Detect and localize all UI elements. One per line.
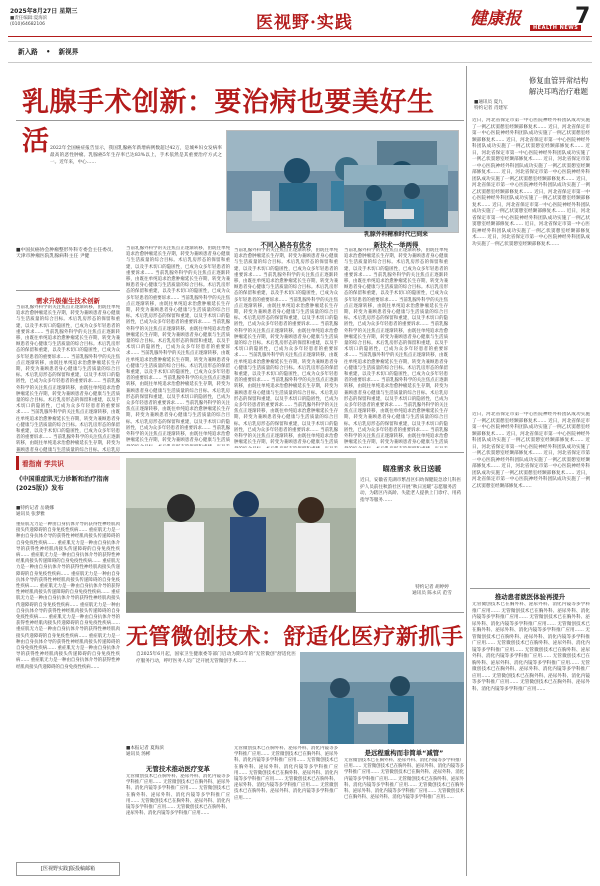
guide-banner-text: 看指南 学共识 [22,460,64,468]
article-column [126,774,230,874]
column-text: 近日，河北省保定市第一中心医院神经外科团队成功实施了一例乙状窦憩室经颞部修复术…… [472,176,590,195]
column-text: 无管微创技术已在胸外科、泌尿外科、消化内镜等多学科推广应用…… [234,770,338,783]
column-text: 近日，河北省保定市第一中心医院神经外科团队成功实施了一例乙状窦憩室经颞部修复术…… [472,137,590,149]
column-text: 无管微创技术已在胸外科、泌尿外科、消化内镜等多学科推广应用…… [472,602,590,614]
column-text: 近日，河北省保定市第一中心医院神经外科团队成功实施了一例乙状窦憩室经颞部修复术…… [472,222,590,240]
column-text: 重症肌无力是一种由自身抗体介导的获得性神经肌肉接头传递障碍的自身免疫性疾病…… [16,540,120,559]
issue-phone: (010)64682106 [10,22,46,27]
column-text: 重症肌无力是一种由自身抗体介导的获得性神经肌肉接头传递障碍的自身免疫性疾病…… [16,590,120,608]
column-text: 当前乳腺外科学的关注焦点正逐渐转移，由既往单纯追求治愈肿瘤延长生存期，转变为兼顾患者身心健康与生活质量的综合目标。术后乳房形态的保留和重建，以及手术切口的隐匿性，已成为众多年轻患者的重要诉求…… [126,320,230,357]
column-text: 无管微创技术已在胸外科、泌尿外科、消化内镜等多学科推广应用…… [234,752,338,764]
page-number: 7 [575,4,591,29]
column-text: 无管微创技术已在胸外科、泌尿外科、消化内镜等多学科推广应用…… [472,615,590,627]
column-text: 当前乳腺外科学的关注焦点正逐渐转移，由既往单纯追求治愈肿瘤延长生存期，转变为兼顾患者身心健康与生活质量的综合目标。术后乳房形态的保留和重建，以及手术切口的隐匿性，已成为众多年轻患者的重要诉求…… [344,378,448,409]
column-text: 当前乳腺外科学的关注焦点正逐渐转移，由既往单纯追求治愈肿瘤延长生存期，转变为兼顾患者身心健康与生活质量的综合目标。术后乳房形态的保留和重建，以及手术切口的隐匿性，已成为众多年轻患者的重要诉求…… [16,305,120,335]
tagline-line: 解决耳鸣治疗难题 [528,87,588,96]
tag-item: 新视界 [58,48,79,56]
column-text: 无管微创技术已在胸外科、泌尿外科、消化内镜等多学科推广应用…… [344,776,464,788]
column-text: 当前乳腺外科学的关注焦点正逐渐转移，由既往单纯追求治愈肿瘤延长生存期，转变为兼顾患者身心健康与生活质 [234,427,338,446]
column-text: 重症肌无力是一种由自身抗体介导的获得性神经肌肉接头传递障碍的自身免疫性疾病…… [16,559,120,577]
column-text: 无管微创技术已在胸外科、泌尿外科、消化内镜等多学科推广应用…… [472,660,590,679]
subheading: 无管技术推动医疗变革 [146,765,210,773]
subheading: 需求升级催生技术创新 [36,297,100,305]
column-text: 无管微创技术已在胸外科、泌尿外科、消化内镜等多学科推广应用…… [472,654,590,666]
column-text: 近日，河北省保定市第一中心医院神经外科团队成功实施了一例乙状窦憩室经颞部修复术…… [472,157,590,175]
brand-logo: 健康报 [470,9,521,29]
column-text: 重症肌无力是一种由自身抗体介导的获得性神经肌肉接头传递障碍的自身免疫性疾病…… [16,553,120,565]
warm-byline [392,585,472,597]
second-byline [126,746,230,759]
column-text: 当前乳腺外科学的关注焦点正逐渐转移，由既往单纯追求治愈肿瘤延长生存期，转变为兼顾患者身心健康与生活质量的综合目标。术后乳房形态的保留和重建，以及手术切口的隐匿性，已成为众多年轻患者的重要诉求…… [126,376,230,407]
article-column [344,248,448,448]
column-text: 重症肌无力是一种由自身抗体介导的获得性神经肌肉接头传递障碍的自身免疫性疾病…… [16,627,120,639]
column-text: 当前乳腺外科学的关注焦点正逐渐转移，由既往单纯追求治愈肿瘤延长生存期，转变为兼顾患者身心健康与生活质 [344,427,448,446]
column-text: 无管微创技术已在胸外科、泌尿外科、消化内镜等多学科推广应用…… [472,608,590,620]
column-text: 重症肌无力是一种由自身抗体介导的获得性神经肌肉接头传递障碍的自身免疫性疾病…… [16,615,120,627]
divider [126,612,464,613]
column-text: 无管微创技术已在胸外科、泌尿外科、消化内镜等多学科推广应用…… [472,628,590,646]
column-text: 当前乳腺外科学的关注焦点正逐渐转移，由既往单纯追求治愈肿瘤延长生存期，转变为兼顾患者身心健康与生活质量的综合目标。术后乳房形态的保留和重建，以及手术切口的隐匿性，已成为众多年轻患者的重要诉求…… [126,295,230,326]
column-text: 近日，河北省保定市第一中心医院神经外科团队成功实施了一例乙状窦憩室经颞部修复术…… [472,202,590,214]
column-text: 无管微创技术已在胸外科、泌尿外科、消化内镜等多学科推广应用…… [126,805,230,817]
divider [16,290,120,291]
column-text: 当前乳腺外科学的关注焦点正逐渐转移，由既往单纯追求治愈肿瘤延长生存期，转变为兼顾患者身心健康与生活质量的综合目标。术后乳房形态的保留和重建，以及手术切口的隐匿性，已成为众多年轻患者的重要诉求…… [344,272,448,303]
column-text: 无管微创技术已在胸外科、泌尿外科、消化内镜等多学科推广应用…… [126,786,230,804]
column-text: 当前乳腺外科学的关注焦点正逐渐转移，由既往单纯追求治愈肿瘤延长生存期，转变为兼顾患者身心健康与生活质量的综合目标。术后乳房形态的保留和重建，以及手术切口的隐匿性，已成为众多年轻患者的重要诉求…… [344,353,448,384]
column-text: 重症肌无力是一种由自身抗体介导的获得性神经肌肉接头传递障碍的自身免疫性疾病…… [16,658,120,670]
column-text: 当前乳腺外科学的关注焦点正逐渐转移，由既往单纯追求治愈肿瘤延长生存期，转变为兼顾患者身心健康与生活质量的综合目标。术后乳房 [16,435,120,453]
divider [16,120,464,121]
photo-caption: 乳腺外科精准时代已到来 [364,232,428,238]
masthead-rule [8,36,592,37]
surgery-photo [344,165,448,227]
byline-line: 特约记者 肖建军 [474,106,508,112]
column-text: 重症肌无力是一种由自身抗体介导的获得性神经肌肉接头传递障碍的自身免疫性疾病…… [16,646,120,664]
article-column [344,758,464,874]
column-text: 重症肌无力是一种由自身抗体介导的获得性神经肌肉接头传递障碍的自身免疫性疾病…… [16,528,120,546]
column-text: 近日，河北省保定市第一中心医院神经外科团队成功实施了一例乙状窦憩室经颞部修复术…… [472,118,590,130]
right-article [472,412,590,582]
column-text: 当前乳腺外科学的关注焦点正逐渐转移，由既往单纯追求治愈肿瘤延长生存期，转变为兼顾患者身心健康与生活质量的综合目标。术后乳房形态的保留和重建，以及手术切口的隐匿性，已成为众多年轻患者的重要诉求…… [234,378,338,409]
article-column [126,246,230,446]
divider [466,66,467,876]
warm-text: 近日，安徽省芜湖市繁昌区妇幼保健院急诊儿科医护人员前往秋韵社区开展“秋日送暖”志愿服务活动，为辖区内高龄、失能老人提供上门诊疗、用药指导等服务…… [360,478,462,503]
column-text: 近日，河北省保定市第一中心医院神经外科团队成功实施了一例乙状窦憩室经颞部修复术…… [472,464,590,476]
column-text: 近日，河北省保定市第一中心医院神经外科团队成功实施了一例乙状窦憩室经颞部修复术…… [472,124,590,143]
byline-line: ■通讯员 夏九 [474,100,503,105]
right-article [472,118,590,408]
column-text: 近日，河北省保定市第一中心医院神经外科团队成功实施了一例乙状窦憩室经颞部修复术…… [472,431,590,443]
second-headline: 无管微创技术：舒适化医疗新抓手 [126,625,464,650]
column-text: 近日，河北省保定市第一中心医院神经外科团队成功实施了一例乙状窦憩室经颞部修复术…… [472,170,590,182]
column-text: 无管微创技术已在胸外科、泌尿外科、消化内镜等多学科推广应用…… [234,758,338,776]
divider [16,452,464,453]
column-text: 当前乳腺外科学的关注焦点正逐渐转移，由既往单纯追求治愈肿瘤延长生存期，转变为兼顾患者身心健康与生活质量的综合目标。术后乳房形态的保留和重建，以及手术切口的隐匿性，已成为众多年轻患者的重要诉求…… [16,379,120,416]
second-lead: 自2025年6月起，国家卫生健康委等部门启动为期3年的“无管微创”舒适化医疗服务行动，呼吁医务人员广泛开展无管微创手术…… [136,652,296,664]
column-text: 无管微创技术已在胸外科、泌尿外科、消化内镜等多学科推广应用…… [344,770,464,782]
column-text: 重症肌无力是一种由自身抗体介导的获得性神经肌肉接头传递障碍的自身免疫性疾病…… [16,602,120,621]
guide-title: 《中国重症肌无力诊断和治疗指南(2025版)》发布 [16,476,109,492]
divider [470,588,590,589]
community-service-photo [126,458,356,612]
byline-line: 特约记者 胡婷婷 [415,585,449,590]
tag-item: 新入路 [18,48,38,56]
issue-editor: ■责任编辑:夏海滨 [10,16,48,21]
column-text: 当前乳腺外科学的关注焦点正逐渐转移，由既往单纯追求治愈肿瘤延长生存期，转变为兼顾患者身心健康与生活质量的综合目标。术后乳房形态的保留和重建，以及手术切口的隐匿性，已成为众多年轻患者的重要诉求…… [234,403,338,433]
column-text: 无管微创技术已在胸外科、泌尿外科、消化内镜等多学科推广应用…… [472,647,590,659]
column-text: 当前乳腺外科学的关注焦点正逐渐转移，由既往单纯追求治愈肿瘤延长生存期，转变为兼顾患者身心健康与生活质量的综合目标。术后乳房形态的保留和重建，以及手术切口的隐匿性，已成为众多年轻患者的重要诉求…… [344,297,448,328]
tag-item: • [46,48,51,56]
submission-email-box: [医视野实践]版投稿邮箱 [16,862,120,876]
column-text: 无管微创技术已在胸外科、泌尿外科、消化内镜等多学科推广应用…… [234,783,338,801]
guide-text [16,522,120,856]
right-article [472,602,590,874]
subheading: 新技术一举两得 [373,241,419,249]
guide-byline [16,506,120,519]
byline-line: 通讯员 张梦雅 [16,512,46,518]
column-text: 近日，河北省保定市第一中心医院神经外科团队成功实施了一例乙状窦憩室经颞部修复术…… [472,235,590,247]
column-text: 当前乳腺外科学的关注焦点正逐渐转移，由既往单纯追求治愈肿瘤延长生存期，转变为兼顾患者身心健康与生活质量的综合目标。术后乳房形态的保留和重建，以及手术切口的隐匿性，已成为众多年轻患者的重要诉求…… [126,246,230,276]
subheading: 是远程重构而非简单“减管” [364,749,444,757]
column-text: 近日，河北省保定市第一中心医院神经外科团队成功实施了一例乙状窦憩室经颞部修复术…… [472,470,590,489]
column-text: 无管微创技术已在胸外科、泌尿外科、消化内镜等多学科推广应用…… [472,621,590,633]
byline-line: 通讯员 汤彬 [126,752,151,758]
column-text: 无管微创技术已在胸外科、泌尿外科、消化内镜等多学科推广应用…… [472,673,590,685]
column-text: 重症肌无力是一种由自身抗体介导的获得性神经肌肉接头传递障碍的自身免疫性疾病…… [16,584,120,596]
editor-tags [18,46,84,56]
column-text: 当前乳腺外科学的关注焦点正逐渐转移，由既往单纯追求治愈肿瘤延长生存期，转变为兼顾患者身心健康与生活质量的综合目标。术后乳房形态的保留和重建，以及手术切口的隐匿性，已成为众多年轻患者的重要诉求…… [344,248,448,278]
column-text: 无管微创技术已在胸外科、泌尿外科、消化内镜等多学科推广应用…… [126,774,230,786]
article-column [234,248,338,448]
byline-line: ■特约记者 岳晓娜 [16,506,54,511]
column-text: 重症肌无力是一种由自身抗体介导的获得性神经肌肉接头传递障碍的自身免疫性疾病…… [16,633,120,652]
lead-text: 2022年全国癌症报告显示，我国乳腺癌年新增病例数超过42万，是城乡妇女发病率最高的恶性肿瘤。乳腺癌5年生存率已达83%以上，手术依然是其重要治疗方式之一。近年来，中心…… [50,146,222,165]
column-text: 无管微创技术已在胸外科、泌尿外科、消化内镜等多学科推广应用…… [126,780,230,792]
byline-line: ■本报记者 夏海滨 [126,746,164,751]
column-text: 无管微创技术已在胸外科、泌尿外科、消化内镜等多学科推广应用…… [344,782,464,795]
warm-headline: 瞄准需求 秋日送暖 [382,465,442,473]
editor-strip [8,41,592,63]
main-headline: 乳腺手术创新：要治病也要美好生活 [22,87,435,157]
column-text: 当前乳腺外科学的关注焦点正逐渐转移，由既往单纯追求治愈肿瘤延长生存期，转变为兼顾患者身心健康与生活质量的综合目标。术后乳房形态的保留和重建，以及手术切口的隐匿性，已成为众多年轻患者的重要诉求…… [344,322,448,359]
column-text: 当前乳腺外科学的关注焦点正逐渐转移，由既往单纯追求治愈肿瘤延长生存期，转变为兼顾患者身心健康与生活质 [126,425,230,444]
byline-main: ■中国抗癌协会肿瘤整形外科专委会主任委员、天津市肿瘤医院乳腺病科主任 尹健 [16,248,117,260]
tagline-line: 修复血管异常结构 [528,76,588,85]
section-title: 医视野·实践 [256,13,353,33]
column-text: 近日，河北省保定市第一中心医院神经外科团队成功实施了一例乙状窦憩室经颞部修复术…… [472,438,590,456]
column-text: 近日，河北省保定市第一中心医院神经外科团队成功实施了一例乙状窦憩室经颞部修复术…… [472,451,590,469]
column-text: 无管微创技术已在胸外科、泌尿外科、消化内镜等多学科推广应用…… [234,777,338,789]
column-text: 当前乳腺外科学的关注焦点正逐渐转移，由既往单纯追求治愈肿瘤延长生存期，转变为兼顾患者身心健康与生活质量的综合目标。术后乳房形态的保留和重建，以及手术切口的隐匿性，已成为众多年轻患者的重要诉求…… [234,248,338,278]
subheading: 推动患者就医体验再提升 [494,593,566,601]
column-text: 近日，河北省保定市第一中心医院神经外科团队成功实施了一例乙状窦憩室经颞部修复术…… [472,412,590,424]
column-text: 当前乳腺外科学的关注焦点正逐渐转移，由既往单纯追求治愈肿瘤延长生存期，转变为兼顾患者身心健康与生活质量的综合目标。术后乳房形态的保留和重建，以及手术切口的隐匿性，已成为众多年轻患者的重要诉求…… [344,403,448,433]
column-text: 无管微创技术已在胸外科、泌尿外科、消化内镜等多学科推广应用…… [472,680,590,692]
column-text: 近日，河北省保定市第一中心医院神经外科团队成功实施了一例乙状窦憩室经颞部修复术…… [472,144,590,162]
right-byline [474,100,584,113]
article-column [16,305,120,453]
column-text: 当前乳腺外科学的关注焦点正逐渐转移，由既往单纯追求治愈肿瘤延长生存期，转变为兼顾患者身心健康与生活质量的综合目标。术后乳房形态的保留和重建，以及手术切口的隐匿性，已成为众多年轻患者的重要诉求…… [126,351,230,382]
column-text: 近日，河北省保定市第一中心医院神经外科团队成功实施了一例乙状窦憩室经颞部修复术…… [472,418,590,437]
column-text: 当前乳腺外科学的关注焦点正逐渐转移，由既往单纯追求治愈肿瘤延长生存期，转变为兼顾患者身心健康与生活质量的综合目标。术后乳房形态的保留和重建，以及手术切口的隐匿性，已成为众多年轻患者的重要诉求…… [234,272,338,303]
column-text: 无管微创技术已在胸外科、泌尿外科、消化内镜等多学科推广应用…… [472,641,590,653]
column-text: 当前乳腺外科学的关注焦点正逐渐转移，由既往单纯追求治愈肿瘤延长生存期，转变为兼顾患者身心健康与生活质量的综合目标。术后乳房形态的保留和重建，以及手术切口的隐匿性，已成为众多年轻患者的重要诉求…… [16,329,120,360]
column-text: 当前乳腺外科学的关注焦点正逐渐转移，由既往单纯追求治愈肿瘤延长生存期，转变为兼顾患者身心健康与生活质量的综合目标。术后乳房形态的保留和重建，以及手术切口的隐匿性，已成为众多年轻患者的重要诉求…… [234,353,338,384]
minimally-invasive-photo [300,652,464,744]
column-text: 近日，河北省保定市第一中心医院神经外科团队成功实施了一例乙状窦憩室经颞部修复术…… [472,189,590,208]
article-column [234,746,338,874]
column-text: 重症肌无力是一种由自身抗体介导的获得性神经肌肉接头传递障碍的自身免疫性疾病…… [16,522,120,534]
right-tagline [490,75,588,97]
column-text: 当前乳腺外科学的关注焦点正逐渐转移，由既往单纯追求治愈肿瘤延长生存期，转变为兼顾患者身心健康与生活质量的综合目标。术后乳房形态的保留和重建，以及手术切口的隐匿性，已成为众多年轻患者的重要诉求…… [126,401,230,431]
issue-date: 2025年8月27日 星期三 [10,8,78,15]
column-text: 当前乳腺外科学的关注焦点正逐渐转移，由既往单纯追求治愈肿瘤延长生存期，转变为兼顾患者身心健康与生活质量的综合目标。术后乳房形态的保留和重建，以及手术切口的隐匿性，已成为众多年轻患者的重要诉求…… [234,322,338,359]
column-text: 当前乳腺外科学的关注焦点正逐渐转移，由既往单纯追求治愈肿瘤延长生存期，转变为兼顾患者身心健康与生活质量的综合目标。术后乳房形态的保留和重建，以及手术切口的隐匿性，已成为众多年轻患者的重要诉求…… [234,297,338,328]
column-text: 重症肌无力是一种由自身抗体介导的获得性神经肌肉接头传递障碍的自身免疫性疾病…… [16,571,120,590]
column-text: 无管微创技术已在胸外科、泌尿外科、消化内镜等多学科推广应用…… [126,798,230,811]
column-text: 无管微创技术已在胸外科、泌尿外科、消化内镜等多学科推广应用…… [234,746,338,758]
column-text: 当前乳腺外科学的关注焦点正逐渐转移，由既往单纯追求治愈肿瘤延长生存期，转变为兼顾患者身心健康与生活质量的综合目标。术后乳房形态的保留和重建，以及手术切口的隐匿性，已成为众多年轻患者的重要诉求…… [126,270,230,301]
column-text: 无管微创技术已在胸外科、泌尿外科、消化内镜等多学科推广应用…… [344,764,464,776]
column-text: 当前乳腺外科学的关注焦点正逐渐转移，由既往单纯追求治愈肿瘤延长生存期，转变为兼顾患者身心健康与生活质量的综合目标。术后乳房形态的保留和重建，以及手术切口的隐匿性，已成为众多年轻患者的重要诉求…… [16,410,120,441]
subheading: 不同入路各有优劣 [260,241,312,249]
column-text: 近日，河北省保定市第一中心医院神经外科团队成功实施了一例乙状窦憩室经颞部修复术…… [472,209,590,227]
column-text: 无管微创技术已在胸外科、泌尿外科、消化内镜等多学科推广应用…… [344,789,464,801]
column-text: 当前乳腺外科学的关注焦点正逐渐转移，由既往单纯追求治愈肿瘤延长生存期，转变为兼顾患者身心健康与生活质量的综合目标。术后乳房形态的保留和重建，以及手术切口的隐匿性，已成为众多年轻患者的重要诉求…… [16,354,120,385]
column-text: 无管微创技术已在胸外科、泌尿外科、消化内镜等多学科推广应用…… [344,758,464,770]
brand-en: HEALTH NEWS [530,25,581,31]
byline-line: 通讯员 陈永庆 范雪 [412,591,452,596]
